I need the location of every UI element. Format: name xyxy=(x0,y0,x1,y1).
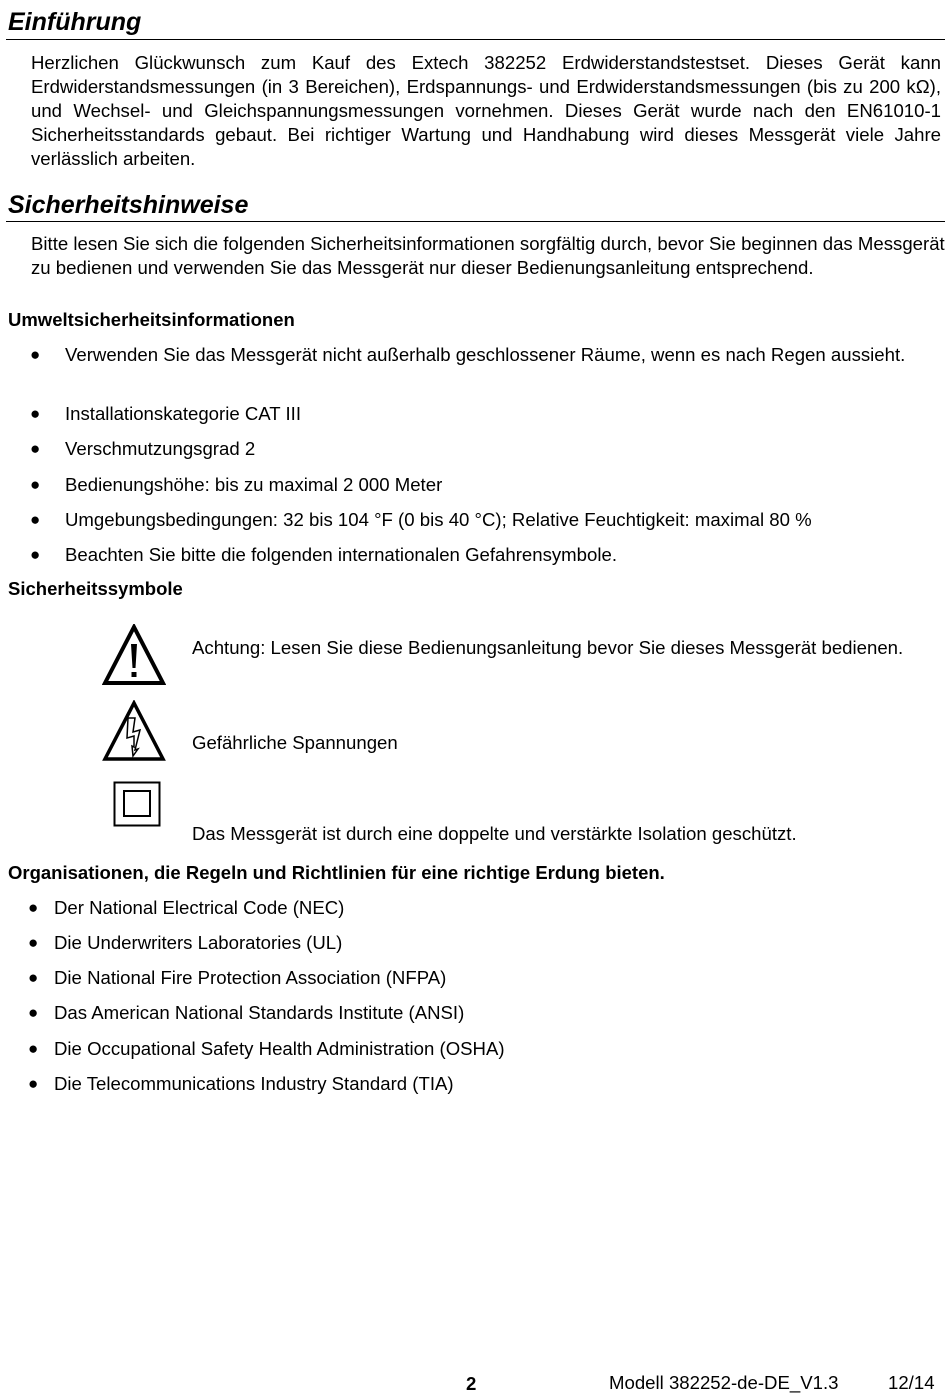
list-item-text: Der National Electrical Code (NEC) xyxy=(54,897,345,918)
list-item-text: Die National Fire Protection Association (NFPA) xyxy=(54,967,447,988)
bullet-icon: ● xyxy=(30,439,41,458)
symbol-description: Achtung: Lesen Sie diese Bedienungsanleitung bevor Sie dieses Messgerät bedienen. xyxy=(192,637,904,658)
safety-paragraph: Bitte lesen Sie sich die folgenden Sicherheitsinformationen sorgfältig durch, bevor Sie beginnen das Messgerät zu bedienen und verwenden Sie das Messgerät nur dieser Bedienungsanleitung entsprechend. xyxy=(31,233,945,278)
safety-heading: Sicherheitshinweise xyxy=(8,191,249,219)
document-date: 12/14 xyxy=(888,1372,935,1393)
bullet-icon: ● xyxy=(28,933,39,952)
bullet-icon: ● xyxy=(28,1074,39,1093)
bullet-icon: ● xyxy=(30,510,41,529)
list-item-text: Verschmutzungsgrad 2 xyxy=(65,438,256,459)
bullet-icon: ● xyxy=(28,898,39,917)
model-label: Modell 382252-de-DE_V1.3 xyxy=(609,1372,839,1393)
symbol-description: Das Messgerät ist durch eine doppelte und verstärkte Isolation geschützt. xyxy=(192,823,797,844)
warning-triangle-icon xyxy=(102,624,166,686)
heading-rule xyxy=(6,221,945,222)
list-item-text: Umgebungsbedingungen: 32 bis 104 °F (0 bis 40 °C); Relative Feuchtigkeit: maximal 80 % xyxy=(65,509,812,530)
organizations-heading: Organisationen, die Regeln und Richtlinien für eine richtige Erdung bieten. xyxy=(8,862,665,883)
bullet-icon: ● xyxy=(28,1003,39,1022)
env-heading: Umweltsicherheitsinformationen xyxy=(8,309,295,330)
bullet-icon: ● xyxy=(28,968,39,987)
bullet-icon: ● xyxy=(28,1039,39,1058)
list-item-text: Bedienungshöhe: bis zu maximal 2 000 Meter xyxy=(65,474,443,495)
list-item-text: Verwenden Sie das Messgerät nicht außerhalb geschlossener Räume, wenn es nach Regen aussieht. xyxy=(65,344,906,365)
list-item-text: Die Occupational Safety Health Administration (OSHA) xyxy=(54,1038,505,1059)
list-item-text: Beachten Sie bitte die folgenden internationalen Gefahrensymbole. xyxy=(65,544,617,565)
list-item-text: Installationskategorie CAT III xyxy=(65,403,301,424)
bullet-icon: ● xyxy=(30,475,41,494)
bullet-icon: ● xyxy=(30,545,41,564)
heading-rule xyxy=(6,39,945,40)
list-item-text: Die Telecommunications Industry Standard (TIA) xyxy=(54,1073,454,1094)
bullet-icon: ● xyxy=(30,404,41,423)
intro-heading: Einführung xyxy=(8,8,142,36)
list-item-text: Das American National Standards Institute (ANSI) xyxy=(54,1002,465,1023)
bullet-icon: ● xyxy=(30,345,41,364)
intro-paragraph: Herzlichen Glückwunsch zum Kauf des Extech 382252 Erdwiderstandstestset. Dieses Gerät kann Erdwiderstandsmessungen (in 3 Bereichen), Erdspannungs- und Erdwiderstandsmessungen (bis zu 200 kΩ), und Wechsel- und Gleichspannungsmessungen vornehmen. Dieses Gerät wurde nach den EN61010-1 Sicherheitsstandards gebaut. Bei richtiger Wartung und Handhabung wird dieses Messgerät viele Jahre verlässlich arbeiten. xyxy=(31,52,941,169)
high-voltage-icon xyxy=(102,700,166,762)
page-number: 2 xyxy=(466,1373,477,1394)
symbol-description: Gefährliche Spannungen xyxy=(192,732,398,753)
symbols-heading: Sicherheitssymbole xyxy=(8,578,183,599)
double-insulation-icon xyxy=(113,781,161,827)
list-item-text: Die Underwriters Laboratories (UL) xyxy=(54,932,343,953)
